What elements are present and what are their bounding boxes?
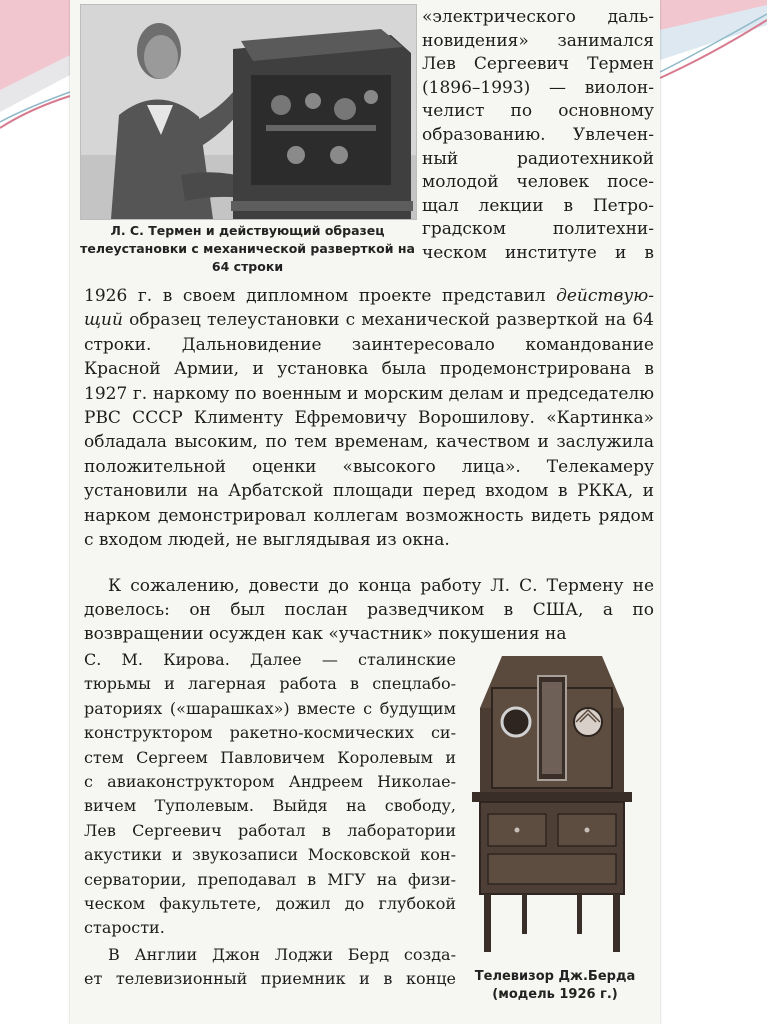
paragraph-1-emphasis: действую-щий <box>84 286 654 331</box>
paragraph-2-start <box>84 574 654 646</box>
figure1-caption: Л. С. Термен и действующий образец телеустановки с механической разверткой на 64 строки <box>80 223 415 274</box>
text-line: ный радиотехникой <box>422 148 654 169</box>
paragraph-1-text-rest: образец телеустановки с механической разверткой на 64 строки. Дальновидение заинтересовало командование Красной Армии, и установка была продемонстрирована в 1927 г. наркому по военным и морским делам и председателю РВС СССР Клименту Ефремовичу Ворошилову. «Картинка» обладала высоким, по тем временам, качеством и заслужила положительной оценки «высокого лица». Телекамеру установили на Арбатской площади перед входом в РККА, и нарком демонстрировал коллегам возможность видеть рядом с входом людей, не выглядывая из окна. <box>84 310 654 551</box>
text-line: В Англии Джон Лоджи Берд созда- <box>108 944 456 964</box>
text-line: серватории, преподавал в МГУ на физи- <box>84 869 456 889</box>
paragraph-2-text: К сожалению, довести до конца работу Л. С. Термену не довелось: он был послан разведчиком в США, а по возвращении осужден как «участник» покушения на <box>84 576 654 644</box>
termen-photo <box>80 4 417 220</box>
text-line: тюрьмы и лагерная работа в спецлабо- <box>84 674 456 694</box>
baird-television-photo <box>462 648 642 954</box>
text-line: молодой человек посе- <box>422 172 654 193</box>
column-top-text <box>422 6 654 266</box>
text-line: образованию. Увлечен- <box>422 124 654 145</box>
text-line: С. М. Кирова. Далее — сталинские <box>84 650 456 669</box>
text-line: градском политехни- <box>422 219 654 240</box>
text-line: новидения» занимался <box>422 30 654 51</box>
text-line: конструктором ракетно-космических си- <box>84 723 456 743</box>
textbook-page <box>70 0 660 1024</box>
text-line: Лев Сергеевич работал в лаборатории <box>84 820 456 840</box>
text-line: старости. <box>84 918 165 938</box>
paragraph-1-text: 1926 г. в своем дипломном проекте представил <box>84 286 557 306</box>
text-line: Лев Сергеевич Термен <box>422 54 654 75</box>
text-line: ет телевизионный приемник и в конце <box>84 969 456 989</box>
text-line: ческом факультете, дожил до глубокой <box>84 894 456 914</box>
text-line: челист по основному <box>422 101 654 122</box>
paragraph-1 <box>84 284 654 552</box>
text-line: (1896–1993) — виолон- <box>422 77 654 98</box>
text-line: щал лекции в Петро- <box>422 195 654 216</box>
text-line: с авиаконструктором Андреем Николае- <box>84 772 456 792</box>
text-line: акустики и звукозаписи Московской кон- <box>84 845 456 865</box>
text-line: вичем Туполевым. Выйдя на свободу, <box>84 796 456 816</box>
column-bottom-text <box>84 648 456 992</box>
text-line: ческом институте и в <box>422 242 654 263</box>
text-line: стем Сергеем Павловичем Королевым и <box>84 747 456 767</box>
figure2-caption: Телевизор Дж.Берда (модель 1926 г.) <box>474 969 636 1002</box>
text-line: «электрического даль- <box>422 7 654 27</box>
text-line: раториях («шарашках») вместе с будущим <box>84 698 456 718</box>
